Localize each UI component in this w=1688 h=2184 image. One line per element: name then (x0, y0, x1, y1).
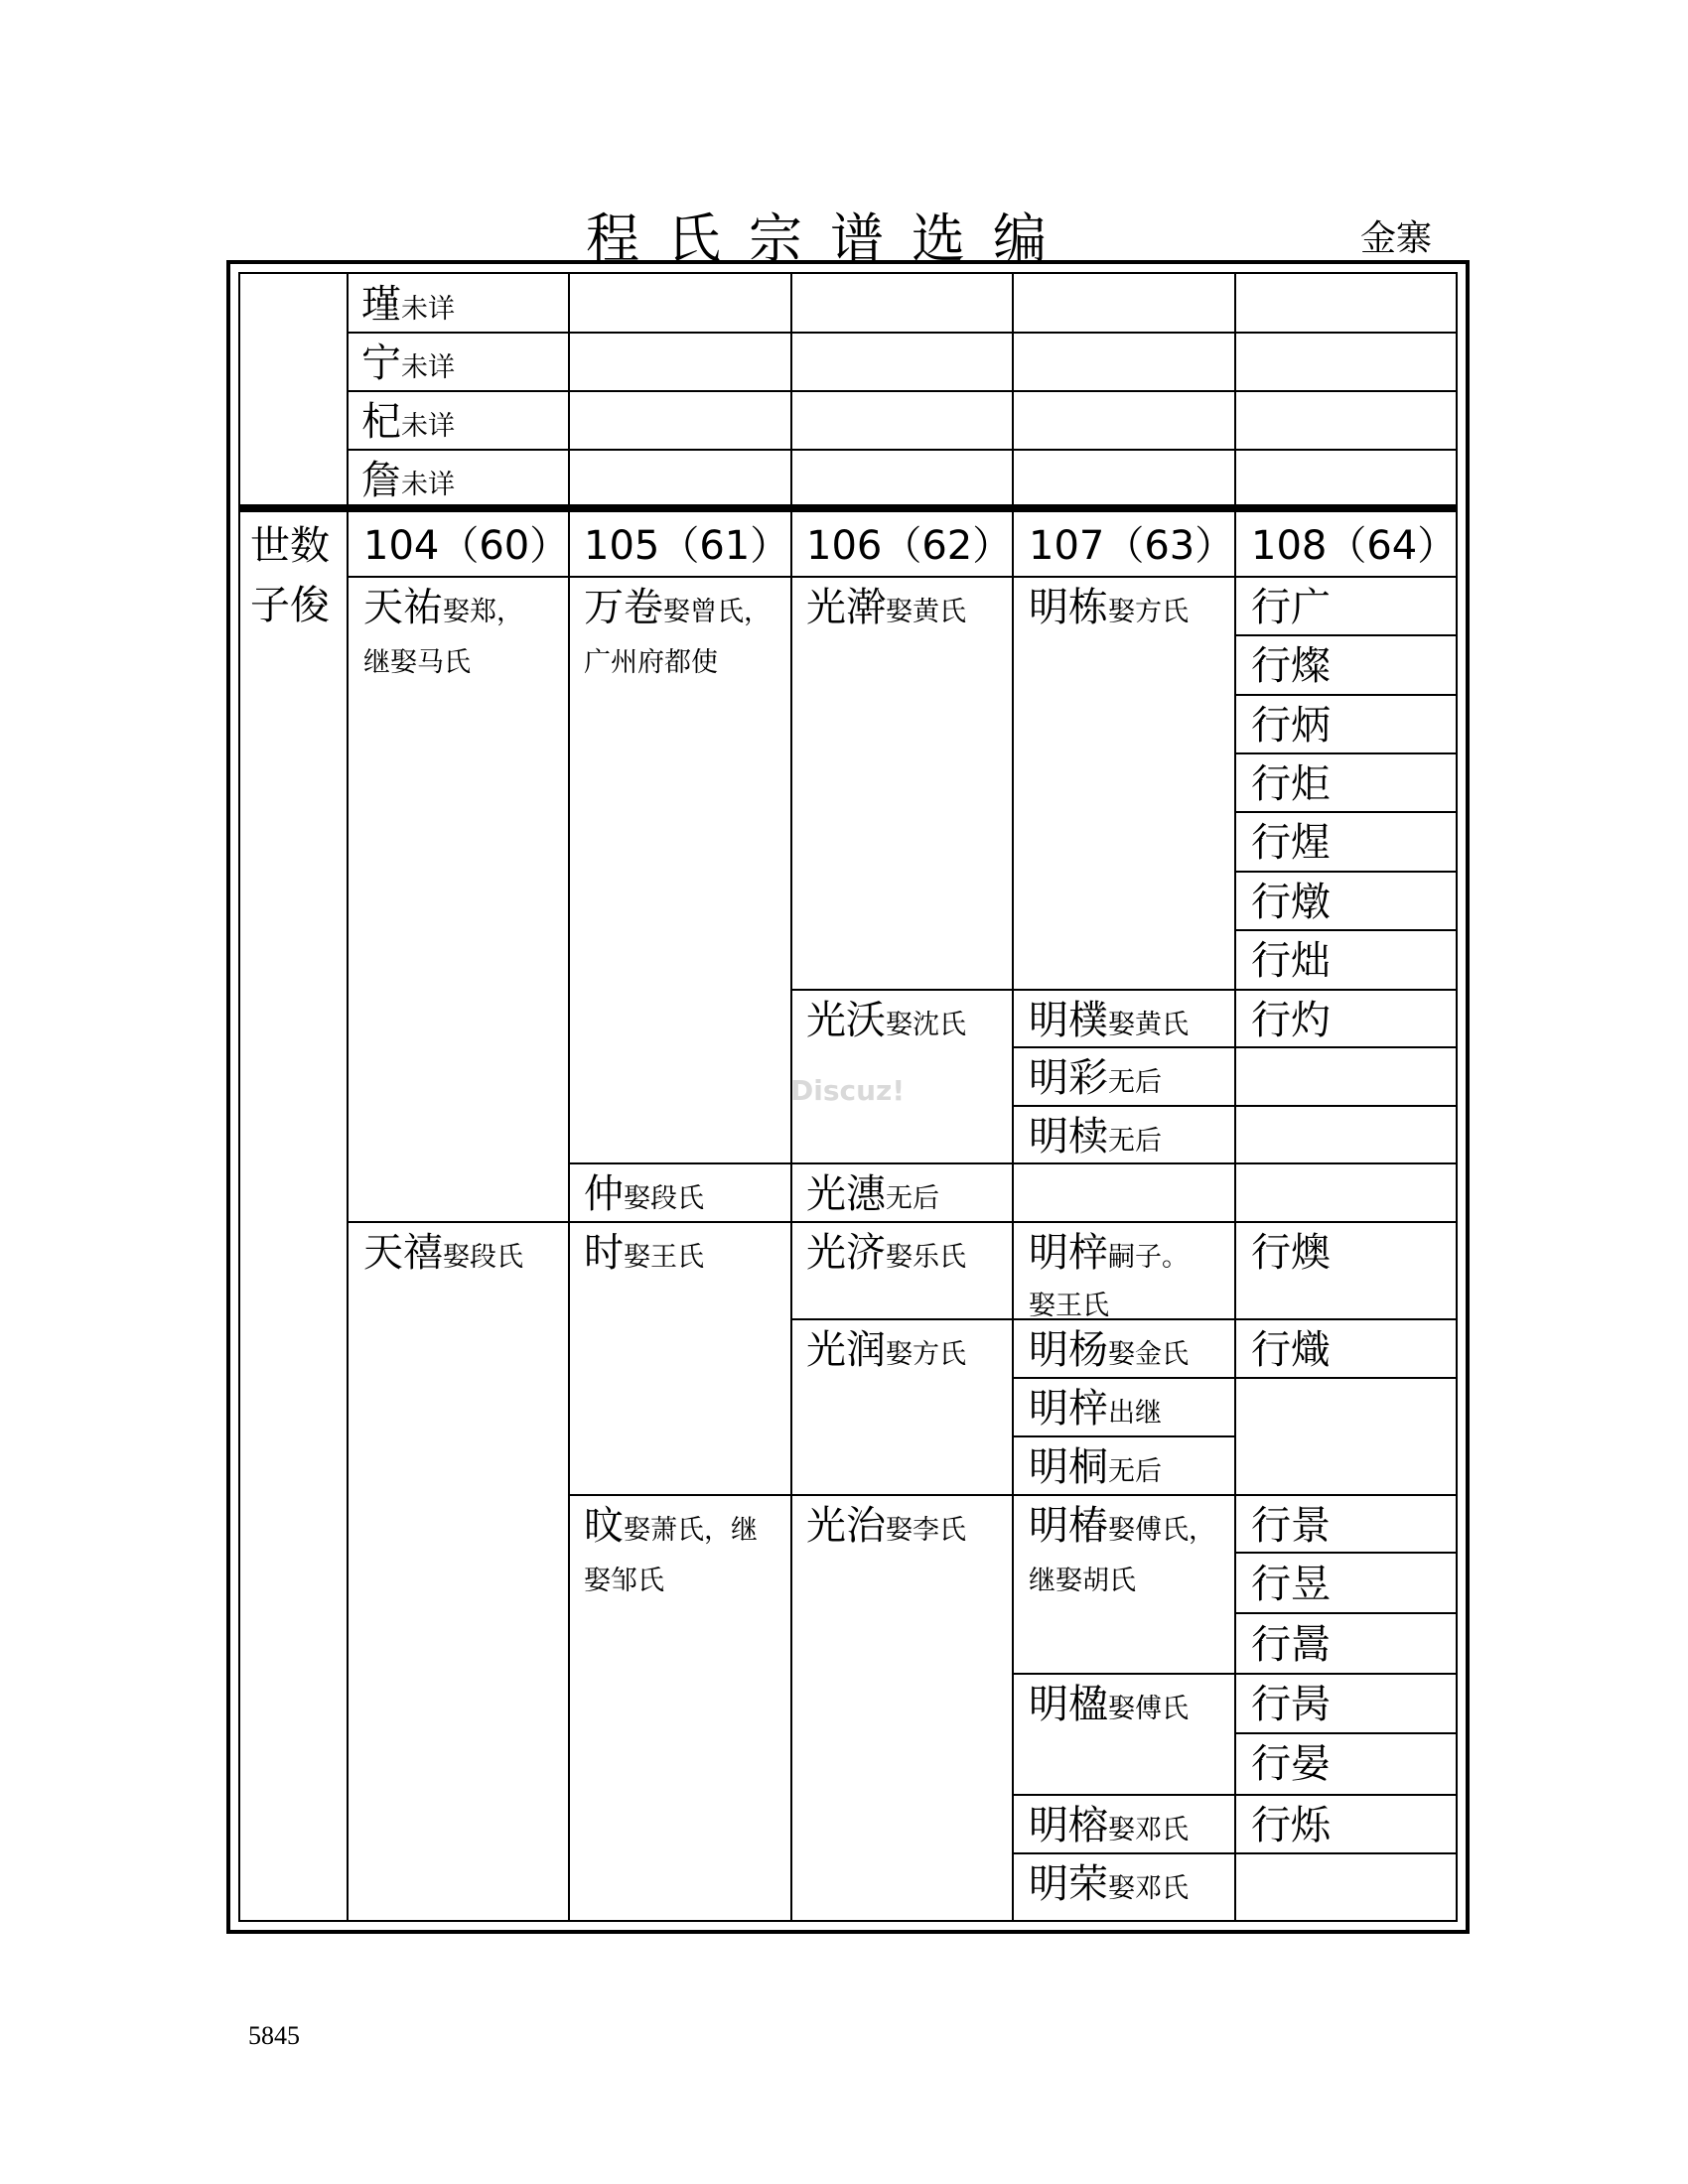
person-name: 万卷 (584, 585, 663, 630)
generation-header: 106（62） (806, 523, 1013, 569)
person-name: 行燦 (1251, 643, 1331, 689)
person-note: 娶李氏 (886, 1515, 966, 1546)
person-name: 行景 (1251, 1503, 1331, 1549)
row-divider (568, 1221, 790, 1223)
person-name: 行熾 (1251, 1327, 1331, 1373)
person-note: 娶方氏 (1108, 597, 1189, 627)
row-divider (1234, 1046, 1458, 1048)
person-entry (584, 1230, 704, 1276)
person-note: 娶黄氏 (886, 597, 966, 627)
person-name: 行炳 (1251, 703, 1331, 749)
person-entry (1029, 1503, 1215, 1549)
person-note: 娶王氏 (624, 1242, 704, 1273)
page-number: 5845 (248, 2021, 300, 2050)
person-name: 行昱 (1251, 1562, 1331, 1607)
person-note: 嗣子。 (1108, 1242, 1189, 1273)
col-divider (1012, 512, 1014, 1922)
person-name: 仲 (584, 1171, 624, 1217)
person-name: 行昺 (1251, 1682, 1331, 1727)
person-name: 瑾 (361, 282, 401, 328)
person-entry (363, 585, 523, 630)
person-name: 行晏 (1251, 1741, 1331, 1787)
person-note: 娶邓氏 (1108, 1815, 1189, 1845)
watermark: Discuz! (790, 1074, 906, 1107)
col-divider (790, 512, 792, 1922)
generation-header: 108（64） (1251, 523, 1458, 569)
person-note: 娶傅氏， (1108, 1515, 1215, 1546)
row-divider (347, 390, 1458, 392)
person-note: 娶金氏 (1108, 1339, 1189, 1370)
person-name: 行暠 (1251, 1622, 1331, 1668)
person-note-line2: 娶王氏 (1029, 1291, 1109, 1321)
row-divider (1234, 989, 1458, 991)
person-name: 行燠 (1251, 1230, 1331, 1276)
person-entry (1029, 1861, 1189, 1907)
col-divider (1234, 272, 1236, 504)
person-entry (806, 1503, 966, 1549)
person-name: 光沃 (806, 998, 886, 1043)
row-divider (790, 1162, 1012, 1164)
row-divider (1234, 1105, 1458, 1107)
person-name: 时 (584, 1230, 624, 1276)
person-note: 无后 (1108, 1456, 1162, 1487)
generation-header: 107（63） (1029, 523, 1235, 569)
person-note: 娶方氏 (886, 1339, 966, 1370)
row-divider (790, 989, 1012, 991)
row-divider (1234, 1494, 1458, 1496)
person-entry (1029, 1230, 1189, 1276)
person-entry (1029, 998, 1189, 1043)
generation-label: 世数 (250, 523, 330, 569)
row-divider (1234, 1162, 1458, 1164)
row-divider (1234, 811, 1458, 813)
row-divider (790, 1318, 1012, 1320)
person-entry (806, 1230, 966, 1276)
row-divider (1234, 1852, 1458, 1854)
person-name: 光潓 (806, 1171, 886, 1217)
person-entry (806, 998, 966, 1043)
table-row (361, 458, 455, 503)
row-divider (347, 1221, 568, 1223)
row-divider (1234, 694, 1458, 696)
row-divider (1234, 1552, 1458, 1554)
person-note: 娶段氏 (443, 1242, 523, 1273)
person-note: 出继 (1108, 1398, 1162, 1429)
person-name: 天祐 (363, 585, 443, 630)
row-divider (1012, 989, 1234, 991)
person-note: 未详 (401, 411, 455, 442)
col-divider (790, 272, 792, 504)
person-entry (584, 585, 771, 630)
person-note-line2: 继娶马氏 (363, 647, 471, 678)
person-note: 未详 (401, 294, 455, 325)
person-entry (1029, 1803, 1189, 1848)
person-name: 明椟 (1029, 1114, 1108, 1160)
col-divider (1234, 512, 1236, 1922)
row-label: 子俊 (250, 583, 330, 628)
person-note: 娶乐氏 (886, 1242, 966, 1273)
person-note: 娶曾氏， (663, 597, 771, 627)
person-name: 明楹 (1029, 1682, 1108, 1727)
person-note: 娶萧氏，继 (624, 1515, 758, 1546)
person-name: 行广 (1251, 585, 1331, 630)
person-entry (1029, 1327, 1189, 1373)
person-name: 明桐 (1029, 1444, 1108, 1490)
person-name: 杞 (361, 399, 401, 445)
person-entry (806, 1171, 939, 1217)
row-divider (1012, 1162, 1234, 1164)
table-row (361, 282, 455, 328)
person-note: 娶沈氏 (886, 1010, 966, 1040)
person-entry (584, 1503, 758, 1549)
person-name: 明梓 (1029, 1230, 1108, 1276)
person-name: 明彩 (1029, 1055, 1108, 1101)
row-divider (1234, 871, 1458, 873)
person-note: 娶傅氏 (1108, 1694, 1189, 1724)
row-divider (1012, 1673, 1234, 1675)
location-label: 金寨 (1360, 218, 1433, 259)
person-name: 明樸 (1029, 998, 1108, 1043)
person-name: 明栋 (1029, 585, 1108, 630)
person-name: 旼 (584, 1503, 624, 1549)
person-name: 詹 (361, 458, 401, 503)
row-divider (1012, 1794, 1234, 1796)
person-name: 明榕 (1029, 1803, 1108, 1848)
row-divider (1234, 752, 1458, 754)
col-divider (568, 272, 570, 504)
row-divider (1234, 634, 1458, 636)
row-divider (1234, 1377, 1458, 1379)
row-divider (1234, 1732, 1458, 1734)
person-name: 行炪 (1251, 938, 1331, 984)
row-divider (790, 1494, 1012, 1496)
row-divider (1012, 1435, 1234, 1437)
row-divider (568, 1162, 790, 1164)
person-name: 明椿 (1029, 1503, 1108, 1549)
person-entry (1029, 1682, 1189, 1727)
person-name: 行炬 (1251, 761, 1331, 807)
row-divider (1012, 1494, 1234, 1496)
row-divider (1234, 1612, 1458, 1614)
row-divider (1234, 1794, 1458, 1796)
person-note: 娶邓氏 (1108, 1873, 1189, 1904)
person-note: 未详 (401, 470, 455, 500)
row-divider (1234, 1221, 1458, 1223)
person-name: 行燉 (1251, 880, 1331, 925)
row-divider (1234, 1673, 1458, 1675)
person-note: 无后 (886, 1183, 939, 1214)
table-row (361, 399, 455, 445)
person-entry (806, 1327, 966, 1373)
header-row-divider (347, 576, 1458, 578)
row-divider (790, 1221, 1012, 1223)
person-name: 光澣 (806, 585, 886, 630)
person-name: 行灼 (1251, 998, 1331, 1043)
person-note: 未详 (401, 352, 455, 383)
person-note-line2: 继娶胡氏 (1029, 1566, 1136, 1596)
row-divider (1012, 1221, 1234, 1223)
generation-header: 105（61） (584, 523, 790, 569)
row-divider (1012, 1852, 1234, 1854)
person-note: 娶郑， (443, 597, 523, 627)
person-entry (1029, 585, 1189, 630)
row-divider (1234, 1318, 1458, 1320)
person-name: 明梓 (1029, 1386, 1108, 1432)
person-entry (806, 585, 966, 630)
person-name: 光治 (806, 1503, 886, 1549)
row-divider (1012, 1105, 1234, 1107)
person-note: 无后 (1108, 1067, 1162, 1098)
person-name: 明杨 (1029, 1327, 1108, 1373)
table-row (361, 341, 455, 386)
row-divider (1234, 929, 1458, 931)
person-entry (1029, 1055, 1162, 1101)
person-note-line2: 广州府都使 (584, 647, 718, 678)
col-divider (347, 512, 349, 1922)
section-divider (238, 504, 1458, 512)
row-divider (1012, 1046, 1234, 1048)
person-name: 行烁 (1251, 1803, 1331, 1848)
person-name: 光济 (806, 1230, 886, 1276)
person-note: 娶段氏 (624, 1183, 704, 1214)
col-divider (568, 512, 570, 1922)
row-divider (1012, 1377, 1234, 1379)
person-name: 明荣 (1029, 1861, 1108, 1907)
generation-header: 104（60） (363, 523, 570, 569)
person-note: 娶黄氏 (1108, 1010, 1189, 1040)
person-entry (1029, 1114, 1162, 1160)
person-entry (584, 1171, 704, 1217)
col-divider (1012, 272, 1014, 504)
person-note: 无后 (1108, 1126, 1162, 1157)
page-title: 程氏宗谱选编 (586, 207, 1074, 270)
col-divider (347, 272, 349, 504)
person-name: 天禧 (363, 1230, 443, 1276)
person-entry (1029, 1444, 1162, 1490)
person-entry (363, 1230, 523, 1276)
row-divider (347, 449, 1458, 451)
person-name: 光润 (806, 1327, 886, 1373)
person-name: 宁 (361, 341, 401, 386)
row-divider (568, 1494, 790, 1496)
row-divider (347, 332, 1458, 334)
person-entry (1029, 1386, 1162, 1432)
person-name: 行煋 (1251, 820, 1331, 866)
person-note-line2: 娶邹氏 (584, 1566, 664, 1596)
